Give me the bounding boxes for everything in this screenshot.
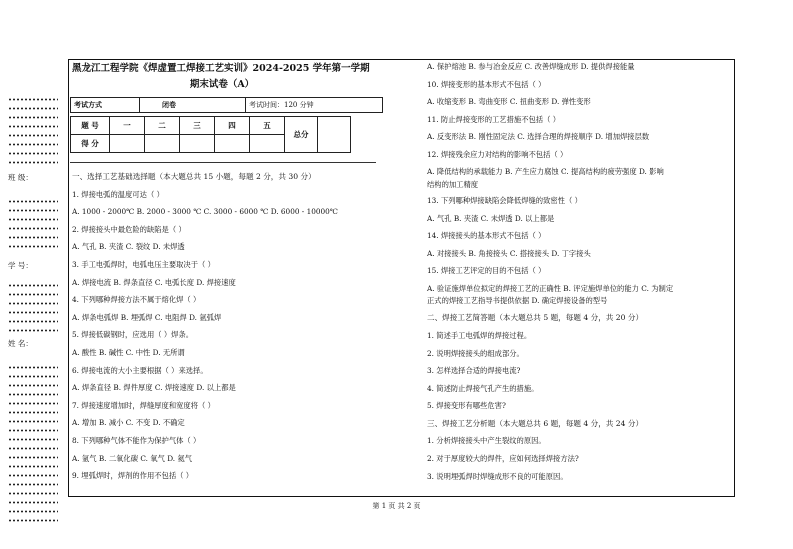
total-score-blank [318, 117, 351, 153]
question-line: 正式的焊接工艺指导书提供依据 D. 确定焊接设备的型号 [427, 296, 608, 305]
score-table [70, 116, 351, 153]
binding-dots [8, 384, 58, 387]
question-line: A. 焊条直径 B. 焊件厚度 C. 焊接速度 D. 以上都是 [72, 383, 236, 393]
score-blank-cell [180, 135, 215, 153]
binding-dots [8, 311, 58, 314]
section-heading: 三、焊接工艺分析题（本大题总共 6 题，每题 4 分，共 24 分） [427, 419, 644, 428]
binding-dots [8, 143, 58, 146]
student-id-label: 学 号： [8, 261, 33, 270]
question-line: 1. 简述手工电弧焊的焊接过程。 [427, 331, 532, 340]
question-line: 2. 焊接接头中最危险的缺陷是（ ） [72, 224, 186, 234]
question-line: A. 收缩变形 B. 弯曲变形 C. 扭曲变形 D. 弹性变形 [427, 97, 591, 106]
question-line: A. 增加 B. 减小 C. 不变 D. 不确定 [72, 418, 185, 428]
binding-dots [8, 393, 58, 396]
binding-dots [8, 200, 58, 203]
binding-dots [8, 474, 58, 477]
binding-dots [8, 375, 58, 378]
question-line: 4. 下列哪种焊接方法不属于熔化焊（ ） [72, 295, 201, 305]
question-line: 15. 焊接工艺评定的目的不包括（ ） [427, 266, 546, 275]
question-line: 3. 说明埋弧焊时焊缝成形不良的可能原因。 [427, 472, 568, 481]
question-line: A. 保护熔池 B. 参与冶金反应 C. 改善焊缝成形 D. 提供焊接能量 [427, 62, 635, 71]
question-line: 10. 焊接变形的基本形式不包括（ ） [427, 80, 546, 89]
binding-dots [8, 402, 58, 405]
score-blank-cell [110, 135, 145, 153]
question-line: 1. 焊接电弧的温度可达（ ） [72, 189, 164, 199]
score-blank-cell [215, 135, 250, 153]
class-label: 班 级： [8, 173, 33, 182]
question-line: 1. 分析焊接接头中产生裂纹的原因。 [427, 436, 546, 445]
binding-dots [8, 320, 58, 323]
question-line: 8. 下列哪种气体不能作为保护气体（ ） [72, 436, 201, 445]
question-line: 2. 说明焊接接头的组成部分。 [427, 349, 524, 358]
page-number: 第 1 页 共 2 页 [372, 502, 421, 510]
question-line: 11. 防止焊接变形的工艺措施不包括（ ） [427, 115, 560, 124]
binding-dots [8, 284, 58, 287]
binding-dots [8, 465, 58, 468]
score-header-cell: 二 [145, 117, 180, 135]
question-line: 5. 焊接变形有哪些危害? [427, 401, 506, 410]
binding-dots [8, 438, 58, 441]
score-row-label: 得 分 [71, 135, 110, 153]
score-header-cell: 五 [250, 117, 285, 135]
question-line: A. 反变形法 B. 刚性固定法 C. 选择合理的焊接顺序 D. 增加焊接层数 [427, 132, 650, 141]
question-line: A. 焊条电弧焊 B. 埋弧焊 C. 电阻焊 D. 氩弧焊 [72, 312, 222, 322]
question-line: 5. 焊接低碳钢时，应选用（ ）焊条。 [72, 330, 194, 340]
question-line: A. 降低结构的承载能力 B. 产生应力腐蚀 C. 提高结构的疲劳强度 D. 影响 [427, 167, 664, 176]
question-line: 3. 手工电弧焊时，电弧电压主要取决于（ ） [72, 260, 215, 269]
binding-dots [8, 98, 58, 101]
exam-method-label: 考试方式 [71, 98, 140, 113]
binding-dots [8, 209, 58, 212]
binding-dots [8, 492, 58, 495]
binding-dots [8, 245, 58, 248]
question-line: 3. 怎样选择合适的焊接电流? [427, 366, 521, 375]
score-blank-cell [145, 135, 180, 153]
score-header-cell: 四 [215, 117, 250, 135]
binding-dots [8, 134, 58, 137]
binding-dots [8, 116, 58, 119]
question-line: 9. 埋弧焊时，焊剂的作用不包括（ ） [72, 471, 194, 481]
binding-dots [8, 293, 58, 296]
total-score-cell: 总分 [285, 117, 318, 153]
binding-dots [8, 218, 58, 221]
question-line: A. 1000 - 2000℃ B. 2000 - 3000 ℃ C. 3000 - 6000 ℃ D. 6000 - 10000℃ [72, 207, 338, 217]
name-label: 姓 名： [8, 339, 33, 348]
binding-dots [8, 447, 58, 450]
question-line: A. 焊接电流 B. 焊条直径 C. 电弧长度 D. 焊接速度 [72, 277, 236, 287]
question-line: A. 气孔 B. 夹渣 C. 裂纹 D. 未焊透 [72, 242, 185, 252]
question-line: 12. 焊接残余应力对结构的影响不包括（ ） [427, 150, 568, 159]
question-line: 4. 简述防止焊接气孔产生的措施。 [427, 384, 539, 393]
question-line: A. 酸性 B. 碱性 C. 中性 D. 无所谓 [72, 348, 185, 357]
binding-dots [8, 519, 58, 522]
exam-time: 考试时间：120 分钟 [246, 98, 383, 113]
exam-info-table [70, 97, 383, 113]
question-line: 6. 焊接电流的大小主要根据（ ）来选择。 [72, 365, 208, 375]
binding-dots [8, 420, 58, 423]
exam-method-value: 闭卷 [140, 98, 246, 113]
binding-dots [8, 227, 58, 230]
question-line: A. 验证施焊单位拟定的焊接工艺的正确性 B. 评定施焊单位的能力 C. 为制定 [427, 284, 674, 293]
question-line: 13. 下列哪种焊接缺陷会降低焊缝的致密性（ ） [427, 196, 582, 205]
exam-subtitle: 期末试卷（A） [189, 79, 255, 90]
binding-dots [8, 429, 58, 432]
question-line: 2. 对于厚度较大的焊件，应如何选择焊接方法? [427, 454, 579, 463]
score-blank-cell [250, 135, 285, 153]
binding-dots [8, 125, 58, 128]
question-line: 7. 焊接速度增加时，焊缝厚度和宽度将（ ） [72, 400, 215, 410]
binding-dots [8, 329, 58, 332]
binding-dots [8, 483, 58, 486]
binding-dots [8, 411, 58, 414]
question-line: A. 对接接头 B. 角接接头 C. 搭接接头 D. 丁字接头 [427, 249, 591, 258]
binding-dots [8, 107, 58, 110]
score-header-cell: 题 号 [71, 117, 110, 135]
score-header-cell: 一 [110, 117, 145, 135]
section-heading: 二、焊接工艺简答题（本大题总共 5 题，每题 4 分，共 20 分） [427, 313, 644, 322]
question-line: A. 氩气 B. 二氧化碳 C. 氧气 D. 氦气 [72, 453, 193, 463]
binding-dots [8, 236, 58, 239]
question-line: 结构的加工精度 [427, 180, 479, 189]
binding-dots [8, 152, 58, 155]
binding-dots [8, 366, 58, 369]
section-divider [70, 162, 376, 163]
question-line: A. 气孔 B. 夹渣 C. 未焊透 D. 以上都是 [427, 214, 555, 223]
score-header-cell: 三 [180, 117, 215, 135]
section-heading: 一、选择工艺基础选择题（本大题总共 15 小题，每题 2 分，共 30 分） [72, 172, 316, 181]
exam-title: 黑龙江工程学院《焊虚置工焊接工艺实训》2024-2025 学年第一学期 [72, 63, 370, 74]
binding-dots [8, 161, 58, 164]
question-line: 14. 焊接接头的基本形式不包括（ ） [427, 231, 546, 240]
binding-dots [8, 302, 58, 305]
binding-dots [8, 456, 58, 459]
